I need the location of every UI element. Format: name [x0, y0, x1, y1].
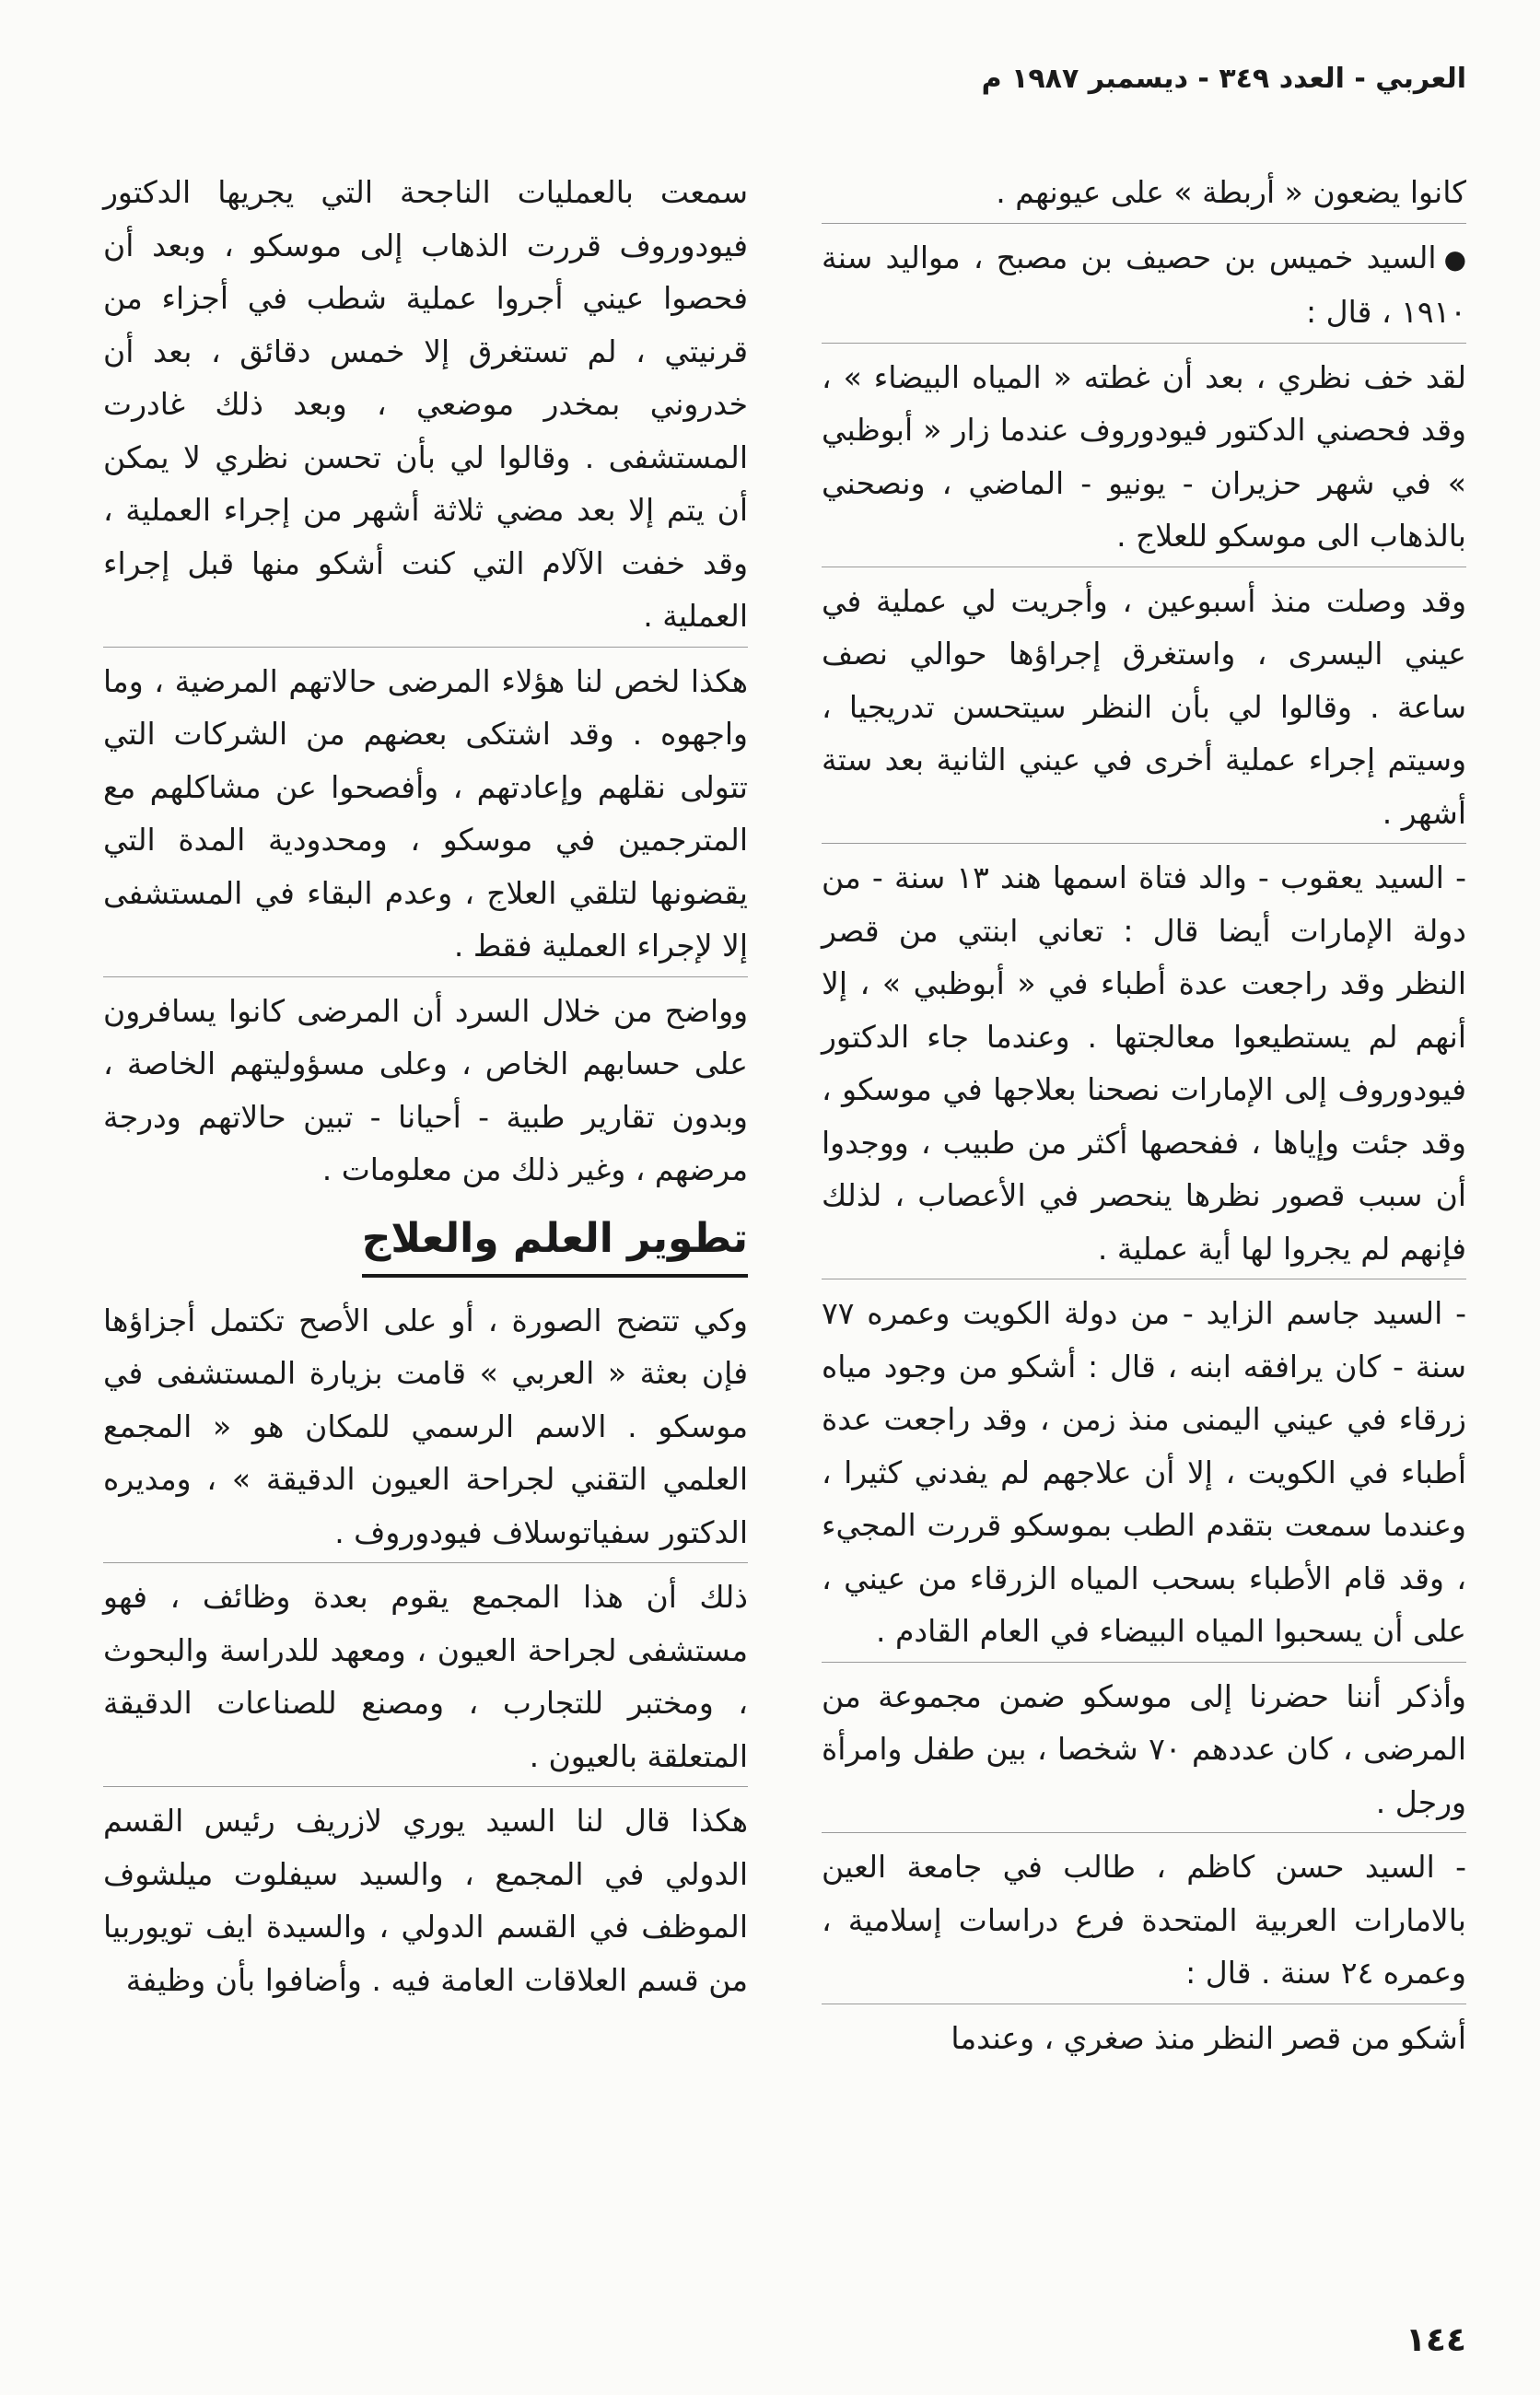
paragraph — [822, 351, 1466, 567]
paragraph-text: أشكو من قصر النظر منذ صغري ، وعندما — [951, 2019, 1466, 2056]
paragraph — [103, 1794, 748, 2010]
paragraph-text: هكذا لخص لنا هؤلاء المرضى حالاتهم المرضية ، وما واجهوه . وقد اشتكى بعضهم من الشركات التي تتولى نقلهم وإعادتهم ، وأفصحوا عن مشاكلهم مع المترجمين في موسكو ، ومحدودية المدة التي يقضونها لتلقي العلاج ، وعدم البقاء في المستشفى إلا لإجراء العملية فقط . — [103, 662, 748, 964]
paragraph — [103, 655, 748, 977]
paragraph — [822, 166, 1466, 224]
paragraph — [822, 851, 1466, 1279]
paragraph — [822, 575, 1466, 845]
section-heading — [103, 1209, 748, 1278]
paragraph-text: وكي تتضح الصورة ، أو على الأصح تكتمل أجزاؤها فإن بعثة « العربي » قامت بزيارة المستشفى في موسكو . الاسم الرسمي للمكان هو « المجمع العلمي التقني لجراحة العيون الدقيقة » ، ومديره الدكتور سفياتوسلاف فيودوروف . — [103, 1302, 748, 1550]
paragraph-text: سمعت بالعمليات الناجحة التي يجريها الدكتور فيودوروف قررت الذهاب إلى موسكو ، وبعد أن فحصوا عيني أجروا عملية شطب في أجزاء من قرنيتي ، لم تستغرق إلا خمس دقائق ، بعد أن خدروني بمخدر موضعي ، وبعد ذلك غادرت المستشفى . وقالوا لي بأن تحسن نظري لا يمكن أن يتم إلا بعد مضي ثلاثة أشهر من إجراء العملية ، وقد خفت الآلام التي كنت أشكو منها قبل إجراء العملية . — [103, 174, 748, 634]
paragraph-text: لقد خف نظري ، بعد أن غطته « المياه البيضاء » ، وقد فحصني الدكتور فيودوروف عندما زار « أبوظبي » في شهر حزيران - يونيو - الماضي ، ونصحني بالذهاب الى موسكو للعلاج . — [822, 358, 1466, 554]
paragraph — [822, 231, 1466, 344]
paragraph — [103, 166, 748, 648]
paragraph-text: - السيد جاسم الزايد - من دولة الكويت وعمره ٧٧ سنة - كان يرافقه ابنه ، قال : أشكو من وجود مياه زرقاء في عيني اليمنى منذ زمن ، وقد راجعت عدة أطباء في الكويت ، إلا أن علاجهم لم يفدني كثيرا ، وعندما سمعت بتقدم الطب بموسكو قررت المجيء ، وقد قام الأطباء بسحب المياه الزرقاء من عيني ، على أن يسحبوا المياه البيضاء في العام القادم . — [822, 1295, 1466, 1649]
paragraph-text: ذلك أن هذا المجمع يقوم بعدة وظائف ، فهو مستشفى لجراحة العيون ، ومعهد للدراسة والبحوث ، ومختبر للتجارب ، ومصنع للصناعات الدقيقة المتعلقة بالعيون . — [103, 1579, 748, 1774]
section-heading-text: تطوير العلم والعلاج — [362, 1209, 748, 1278]
page-number: ١٤٤ — [1406, 2321, 1466, 2359]
paragraph-text: السيد خميس بن حصيف بن مصبح ، مواليد سنة ١٩١٠ ، قال : — [822, 239, 1466, 330]
paragraph — [103, 1294, 748, 1564]
paragraph — [103, 1571, 748, 1787]
left-column — [103, 166, 748, 2017]
paragraph-text: كانوا يضعون « أربطة » على عيونهم . — [996, 174, 1466, 210]
paragraph — [103, 985, 748, 1200]
paragraph-text: هكذا قال لنا السيد يوري لازريف رئيس القسم الدولي في المجمع ، والسيد سيفلوت ميلشوف الموظف في القسم الدولي ، والسيدة ايف تويوربيا من قسم العلاقات العامة فيه . وأضافوا بأن وظيفة — [103, 1803, 748, 1998]
paragraph — [822, 1287, 1466, 1663]
paragraph — [822, 1840, 1466, 2004]
running-header: العربي - العدد ٣٤٩ - ديسمبر ١٩٨٧ م — [981, 63, 1466, 95]
paragraph — [822, 1670, 1466, 1834]
paragraph-text: - السيد يعقوب - والد فتاة اسمها هند ١٣ سنة - من دولة الإمارات أيضا قال : تعاني ابنتي من قصر النظر وقد راجعت عدة أطباء في « أبوظبي » ، إلا أنهم لم يستطيعوا معالجتها . وعندما جاء الدكتور فيودوروف إلى الإمارات نصحنا بعلاجها في موسكو ، وقد جئت وإياها ، ففحصها أكثر من طبيب ، ووجدوا أن سبب قصور نظرها ينحصر في الأعصاب ، لذلك فإنهم لم يجروا لها أية عملية . — [822, 859, 1466, 1267]
paragraph-text: وواضح من خلال السرد أن المرضى كانوا يسافرون على حسابهم الخاص ، وعلى مسؤوليتهم الخاصة ، وبدون تقارير طبية - أحيانا - تبين حالاتهم ودرجة مرضهم ، وغير ذلك من معلومات . — [103, 992, 748, 1187]
bullet-icon: ● — [1443, 243, 1466, 275]
paragraph-text: وأذكر أننا حضرنا إلى موسكو ضمن مجموعة من المرضى ، كان عددهم ٧٠ شخصا ، بين طفل وامرأة ورجل . — [822, 1677, 1466, 1820]
paragraph-text: - السيد حسن كاظم ، طالب في جامعة العين بالامارات العربية المتحدة فرع دراسات إسلامية ، وعمره ٢٤ سنة . قال : — [822, 1849, 1466, 1991]
paragraph — [822, 2012, 1466, 2069]
paragraph-text: وقد وصلت منذ أسبوعين ، وأجريت لي عملية في عيني اليسرى ، واستغرق إجراؤها حوالي نصف ساعة . وقالوا لي بأن النظر سيتحسن تدريجيا ، وسيتم إجراء عملية أخرى في عيني الثانية بعد ستة أشهر . — [822, 582, 1466, 831]
right-column — [822, 166, 1466, 2075]
